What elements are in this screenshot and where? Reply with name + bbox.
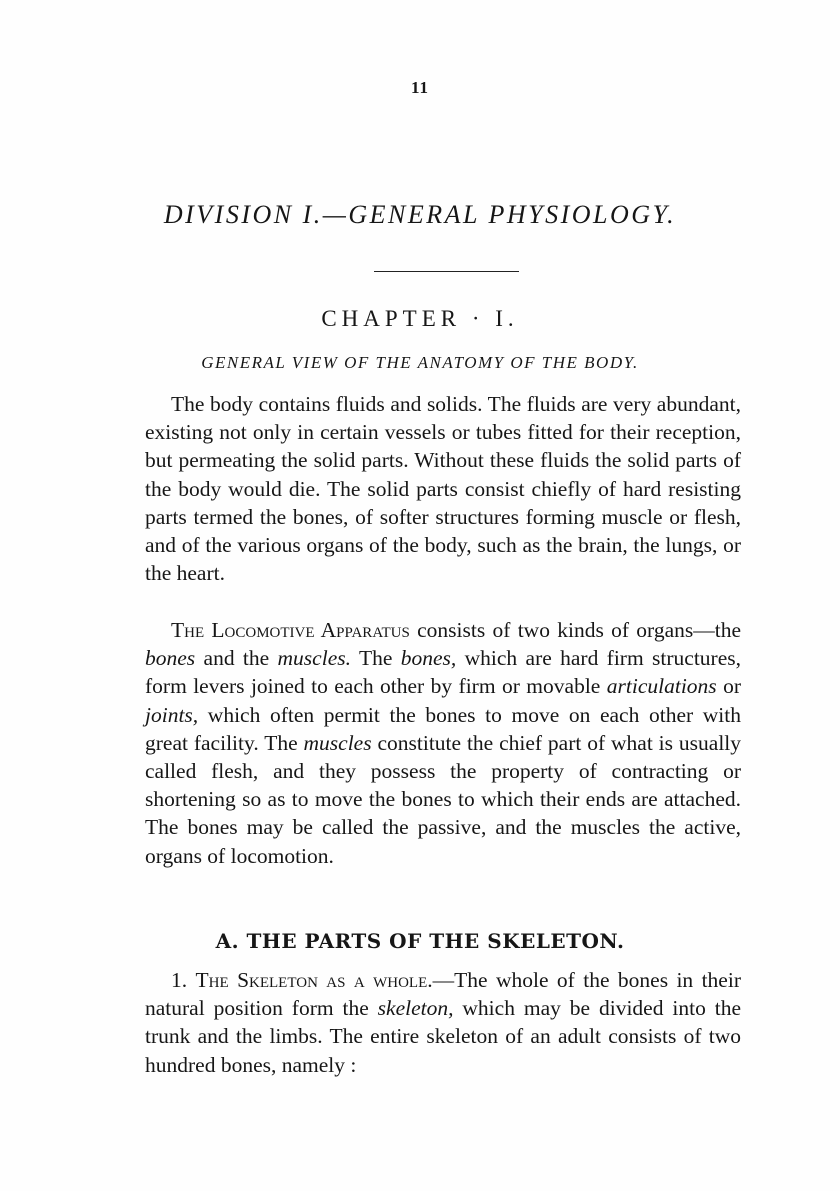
paragraph-body-overview — [145, 390, 741, 587]
paragraph-number: 1. — [171, 968, 188, 992]
section-heading: A. THE PARTS OF THE SKELETON. — [215, 929, 625, 953]
text-run: constitute the chief part of what is usually called flesh, and they possess the property of contracting or shortening so as to move the bones to which their ends are attached. The bones may be called the passive, and the muscles the active, organs of locomotion. — [145, 730, 742, 868]
italic-term: bones, — [400, 646, 457, 671]
text-run: and the — [195, 646, 278, 671]
text-run: or — [716, 674, 741, 699]
text-run: which often permit the bones to move on each other with great facility. The — [145, 702, 741, 755]
text-run: —The whole of the bones in their natural position form the — [145, 968, 741, 1021]
text-run: which are hard firm structures, form levers joined to each other by firm or movable — [145, 646, 741, 699]
italic-term: bones — [145, 646, 196, 671]
italic-term: joints, — [145, 702, 199, 727]
title-divider-rule — [374, 271, 519, 272]
chapter-subtitle: GENERAL VIEW OF THE ANATOMY OF THE BODY. — [201, 353, 639, 372]
text-run: which may be divided into the trunk and the limbs. The entire skeleton of an adult consists of two hundred bones, namely : — [145, 996, 741, 1077]
italic-term: skeleton, — [377, 996, 454, 1021]
italic-term: muscles — [303, 730, 372, 755]
text-run: The — [350, 646, 401, 671]
chapter-heading: CHAPTER · I. — [321, 306, 519, 331]
italic-term: articulations — [606, 674, 717, 699]
paragraph-locomotive-apparatus — [145, 616, 741, 870]
lead-in-small-caps: The Skeleton as a whole. — [195, 968, 433, 992]
lead-in-small-caps: The Locomotive Apparatus — [171, 618, 410, 642]
italic-term: muscles. — [277, 646, 351, 671]
division-title: DIVISION I.—GENERAL PHYSIOLOGY. — [163, 200, 677, 229]
text-run: consists of two kinds of organs—the — [409, 618, 741, 642]
paragraph-skeleton-whole — [145, 966, 741, 1079]
page-number: 11 — [410, 78, 430, 97]
paragraph-text: The body contains fluids and solids. The fluids are very abundant, existing not only in certain vessels or tubes fitted for their reception, but permeating the solid parts. Without these fluids the solid parts of the body would die. The solid parts consist chiefly of hard resisting parts termed the bones, of softer structures forming muscle or flesh, and of the various organs of the body, such as the brain, the lungs, or the heart. — [145, 392, 741, 586]
